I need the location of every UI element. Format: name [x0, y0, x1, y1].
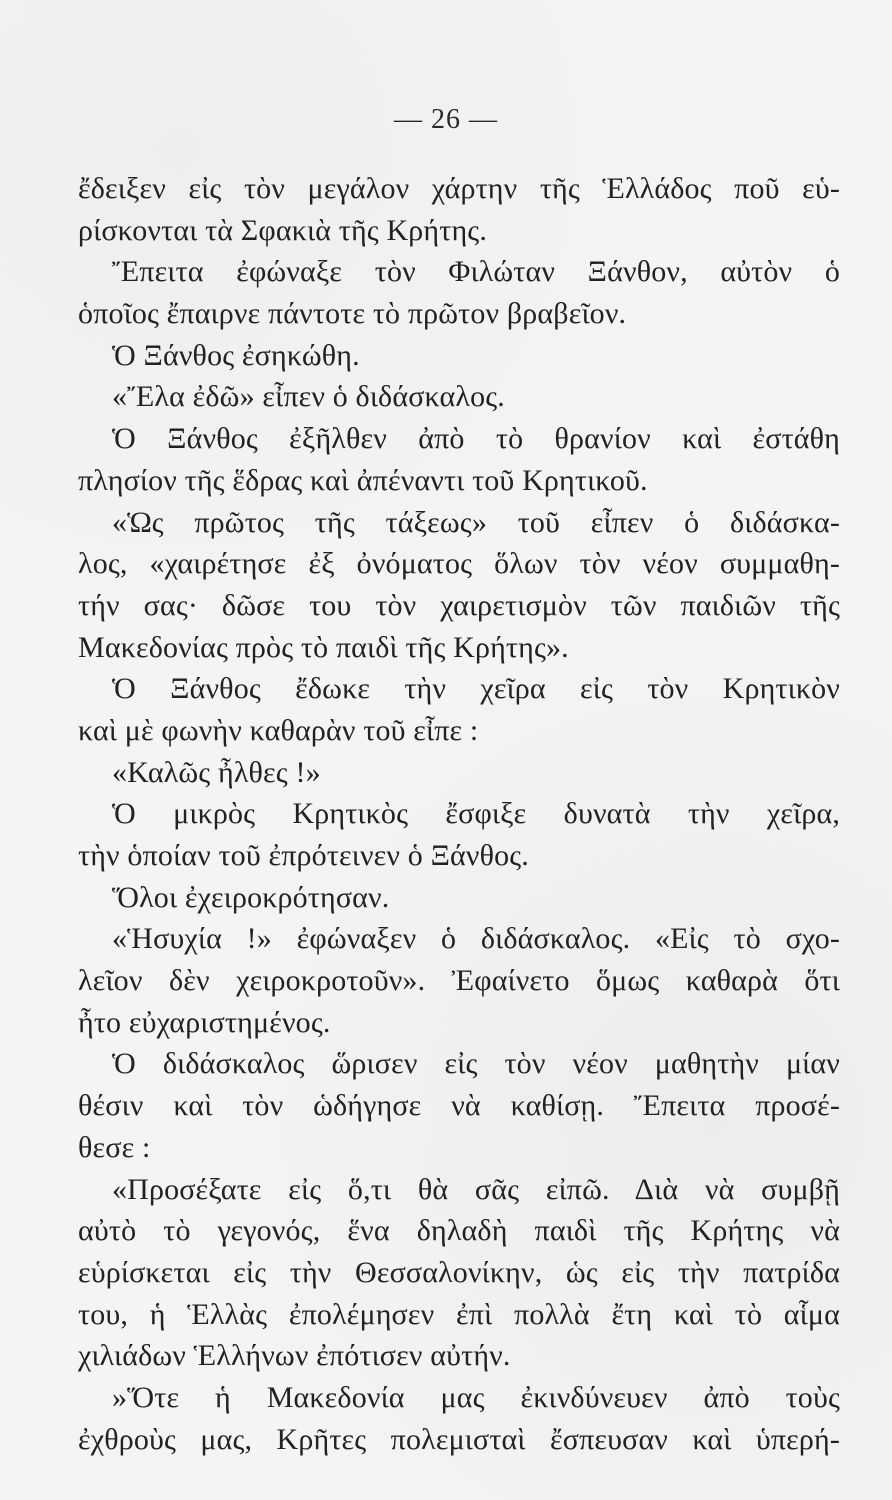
text-line-27: εὑρίσκεται εἰς τὴν Θεσσαλονίκην, ὡς εἰς τὴν πατρίδα: [78, 1255, 840, 1289]
text-line-5: Ὁ Ξάνθος ἐσηκώθη.: [112, 338, 360, 372]
text-line-14: καὶ μὲ φωνὴν καθαρὰν τοῦ εἶπε :: [78, 713, 479, 747]
text-line-19: «Ἡσυχία !» ἐφώναξεν ὁ διδάσκαλος. «Εἰς τὸ σχο-: [112, 922, 840, 956]
body-text: [78, 168, 840, 1460]
text-line-20: λεῖον δὲν χειροκροτοῦν». Ἐφαίνετο ὅμως καθαρὰ ὅτι: [78, 964, 840, 998]
text-line-6: «Ἔλα ἐδῶ» εἶπεν ὁ διδάσκαλος.: [112, 380, 505, 414]
text-line-22: Ὁ διδάσκαλος ὥρισεν εἰς τὸν νέον μαθητὴν μίαν: [112, 1047, 840, 1081]
text-line-7: Ὁ Ξάνθος ἐξῆλθεν ἀπὸ τὸ θρανίον καὶ ἐστάθη: [112, 422, 840, 456]
text-line-25: «Προσέξατε εἰς ὅ,τι θὰ σᾶς εἰπῶ. Διὰ νὰ συμβῇ: [112, 1172, 840, 1206]
text-line-9: «Ὡς πρῶτος τῆς τάξεως» τοῦ εἶπεν ὁ διδάσκα-: [112, 505, 840, 539]
text-line-16: Ὁ μικρὸς Κρητικὸς ἔσφιξε δυνατὰ τὴν χεῖρα,: [112, 797, 840, 831]
text-line-21: ἦτο εὐχαριστημένος.: [78, 1005, 331, 1039]
text-line-2: ρίσκονται τὰ Σφακιὰ τῆς Κρήτης.: [78, 213, 487, 247]
text-line-3: Ἔπειτα ἐφώναξε τὸν Φιλώταν Ξάνθον, αὐτὸν ὁ: [112, 255, 840, 289]
text-line-31: ἐχθροὺς μας, Κρῆτες πολεμισταὶ ἔσπευσαν καὶ ὑπερή-: [78, 1422, 840, 1456]
text-line-23: θέσιν καὶ τὸν ὡδήγησε νὰ καθίσῃ. Ἔπειτα προσέ-: [78, 1089, 840, 1123]
text-line-10: λος, «χαιρέτησε ἐξ ὀνόματος ὅλων τὸν νέον συμμαθη-: [78, 547, 840, 581]
text-line-11: τήν σας· δῶσε του τὸν χαιρετισμὸν τῶν παιδιῶν τῆς: [78, 588, 840, 622]
text-line-15: «Καλῶς ἦλθες !»: [112, 755, 321, 789]
text-line-30: »Ὅτε ἡ Μακεδονία μας ἐκινδύνευεν ἀπὸ τοὺς: [112, 1380, 840, 1414]
text-line-1: ἔδειξεν εἰς τὸν μεγάλον χάρτην τῆς Ἑλλάδος ποῦ εὑ-: [78, 172, 840, 205]
text-line-26: αὐτὸ τὸ γεγονός, ἕνα δηλαδὴ παιδὶ τῆς Κρήτης νὰ: [78, 1214, 840, 1248]
text-line-17: τὴν ὁποίαν τοῦ ἐπρότεινεν ὁ Ξάνθος.: [78, 839, 529, 872]
text-line-8: πλησίον τῆς ἕδρας καὶ ἀπέναντι τοῦ Κρητικοῦ.: [78, 463, 648, 497]
text-line-18: Ὅλοι ἐχειροκρότησαν.: [112, 880, 390, 914]
text-line-4: ὁποῖος ἔπαιρνε πάντοτε τὸ πρῶτον βραβεῖον.: [78, 297, 627, 331]
page-number: — 26 —: [394, 104, 498, 135]
text-line-12: Μακεδονίας πρὸς τὸ παιδὶ τῆς Κρήτης».: [78, 630, 569, 664]
text-line-29: χιλιάδων Ἑλλήνων ἐπότισεν αὐτήν.: [78, 1339, 511, 1373]
text-line-28: του, ἡ Ἑλλὰς ἐπολέμησεν ἐπὶ πολλὰ ἔτη καὶ τὸ αἷμα: [78, 1297, 840, 1331]
text-line-13: Ὁ Ξάνθος ἔδωκε τὴν χεῖρα εἰς τὸν Κρητικὸν: [112, 672, 840, 706]
text-line-24: θεσε :: [78, 1130, 151, 1164]
